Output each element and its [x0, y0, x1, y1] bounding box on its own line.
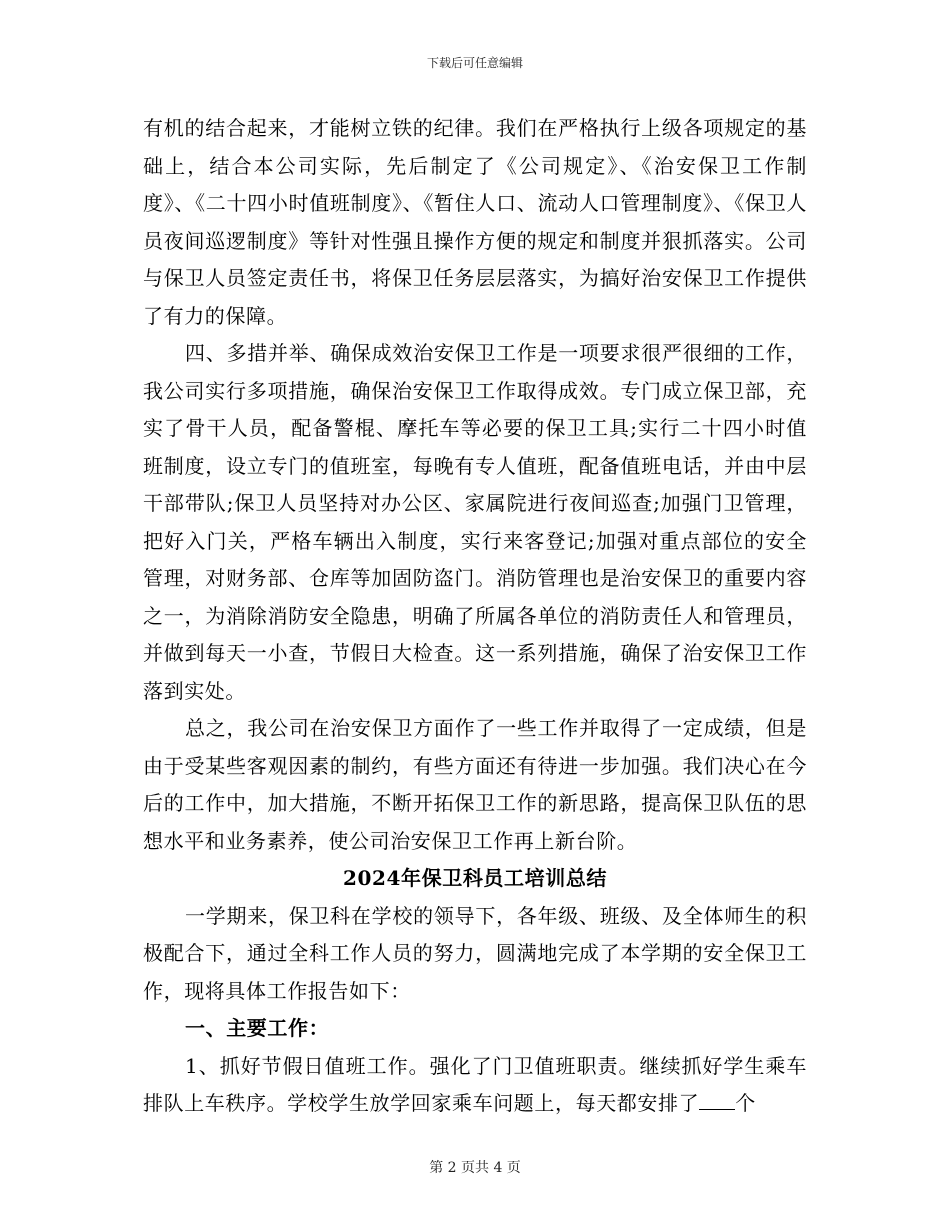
paragraph-5-text: 1、抓好节假日值班工作。强化了门卫值班职责。继续抓好学生乘车排队上车秩序。学校学生放学回家乘车问题上，每天都安排了 — [143, 1053, 807, 1115]
fill-in-blank — [699, 1091, 735, 1110]
paragraph-3: 总之，我公司在治安保卫方面作了一些工作并取得了一定成绩，但是由于受某些客观因素的制约，有些方面还有待进一步加强。我们决心在今后的工作中，加大措施，不断开拓保卫工作的新思路，提高保卫队伍的思想水平和业务素养，使公司治安保卫工作再上新台阶。 — [143, 716, 807, 853]
document-body — [143, 110, 807, 1123]
paragraph-1: 有机的结合起来，才能树立铁的纪律。我们在严格执行上级各项规定的基础上，结合本公司实际，先后制定了《公司规定》、《治安保卫工作制度》、《二十四小时值班制度》、《暂住人口、流动人口管理制度》、《保卫人员夜间巡逻制度》等针对性强且操作方便的规定和制度并狠抓落实。公司与保卫人员签定责任书，将保卫任务层层落实，为搞好治安保卫工作提供了有力的保障。 — [143, 116, 807, 328]
page-number: 第 2 页共 4 页 — [429, 1160, 521, 1176]
paragraph-4: 一学期来，保卫科在学校的领导下，各年级、班级、及全体师生的积极配合下，通过全科工作人员的努力，圆满地完成了本学期的安全保卫工作，现将具体工作报告如下： — [143, 903, 807, 1003]
page-header: 下载后可任意编辑 — [426, 56, 523, 70]
paragraph-2: 四、多措并举、确保成效治安保卫工作是一项要求很严很细的工作，我公司实行多项措施，确保治安保卫工作取得成效。专门成立保卫部，充实了骨干人员，配备警棍、摩托车等必要的保卫工具;实行二十四小时值班制度，设立专门的值班室，每晚有专人值班，配备值班电话，并由中层干部带队;保卫人员坚持对办公区、家属院进行夜间巡查;加强门卫管理，把好入门关，严格车辆出入制度，实行来客登记;加强对重点部位的安全管理，对财务部、仓库等加固防盗门。消防管理也是治安保卫的重要内容之一，为消除消防安全隐患，明确了所属各单位的消防责任人和管理员，并做到每天一小查，节假日大检查。这一系列措施，确保了治安保卫工作落到实处。 — [143, 341, 807, 703]
section-heading-1: 一、主要工作： — [185, 1016, 330, 1040]
paragraph-5-tail: 个 — [735, 1091, 756, 1115]
section-title: 2024年保卫科员工培训总结 — [342, 866, 608, 890]
paragraph-5 — [143, 1048, 807, 1123]
